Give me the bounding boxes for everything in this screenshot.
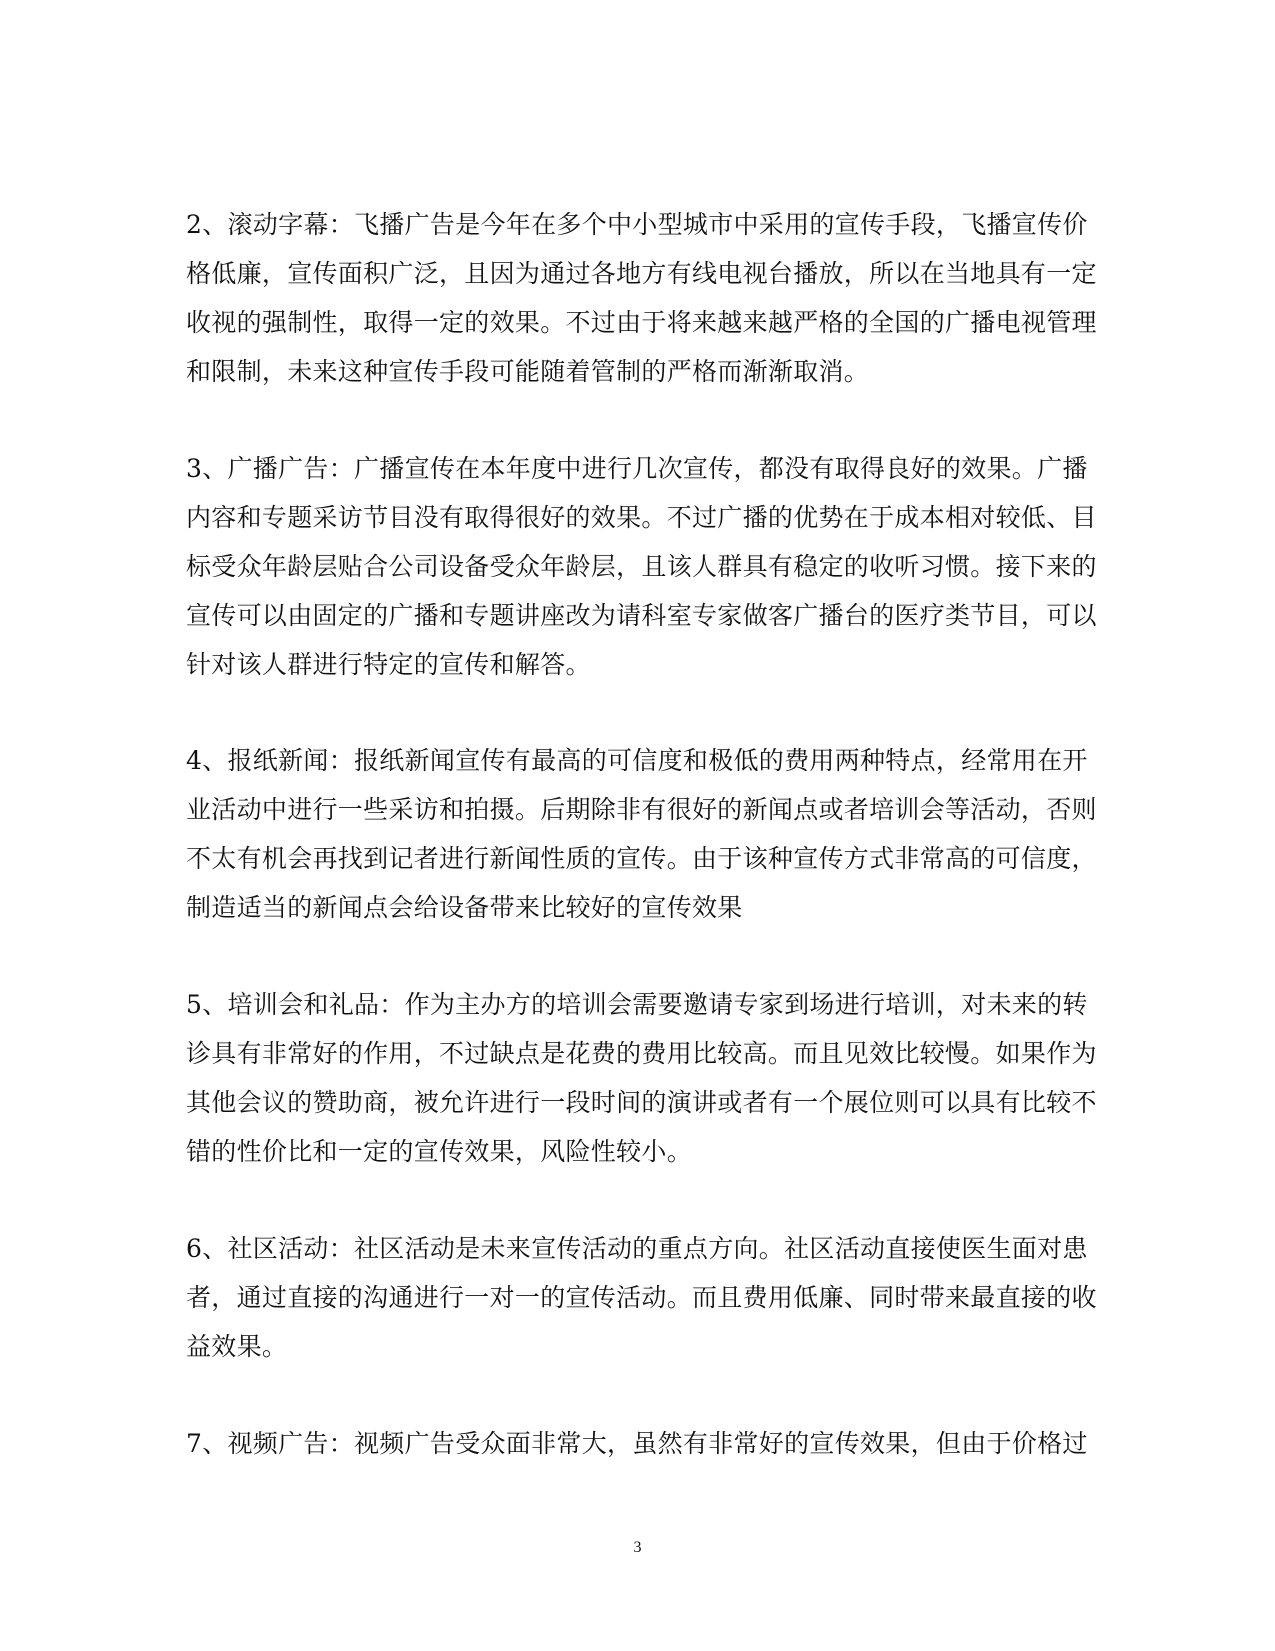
text-line: 标受众年龄层贴合公司设备受众年龄层，且该人群具有稳定的收听习惯。接下来的 bbox=[186, 552, 1097, 581]
paragraph-newspaper-news bbox=[186, 736, 1097, 932]
paragraph-training-and-gifts bbox=[186, 980, 1097, 1176]
text-line: 其他会议的赞助商，被允许进行一段时间的演讲或者有一个展位则可以具有比较不 bbox=[186, 1088, 1097, 1117]
text-line: 错的性价比和一定的宣传效果，风险性较小。 bbox=[186, 1137, 693, 1166]
text-line: 益效果。 bbox=[186, 1332, 288, 1361]
text-line: 4、报纸新闻：报纸新闻宣传有最高的可信度和极低的费用两种特点，经常用在开 bbox=[186, 746, 1088, 775]
text-line: 7、视频广告：视频广告受众面非常大，虽然有非常好的宣传效果，但由于价格过 bbox=[186, 1429, 1088, 1458]
page-number: 3 bbox=[633, 1539, 642, 1556]
text-line: 2、滚动字幕：飞播广告是今年在多个中小型城市中采用的宣传手段，飞播宣传价 bbox=[186, 210, 1088, 239]
paragraph-video-ads bbox=[186, 1419, 1086, 1468]
paragraph-scrolling-caption bbox=[186, 200, 1097, 396]
text-line: 和限制，未来这种宣传手段可能随着管制的严格而渐渐取消。 bbox=[186, 357, 870, 386]
text-line: 5、培训会和礼品：作为主办方的培训会需要邀请专家到场进行培训，对未来的转 bbox=[186, 990, 1088, 1019]
text-line: 制造适当的新闻点会给设备带来比较好的宣传效果 bbox=[186, 893, 743, 922]
paragraph-community-activities bbox=[186, 1224, 1097, 1371]
text-line: 宣传可以由固定的广播和专题讲座改为请科室专家做客广播台的医疗类节目，可以 bbox=[186, 601, 1097, 630]
text-line: 格低廉，宣传面积广泛，且因为通过各地方有线电视台播放，所以在当地具有一定 bbox=[186, 259, 1097, 288]
text-line: 针对该人群进行特定的宣传和解答。 bbox=[186, 650, 591, 679]
text-line: 内容和专题采访节目没有取得很好的效果。不过广播的优势在于成本相对较低、目 bbox=[186, 503, 1097, 532]
text-line: 3、广播广告：广播宣传在本年度中进行几次宣传，都没有取得良好的效果。广播 bbox=[186, 454, 1088, 483]
text-line: 不太有机会再找到记者进行新闻性质的宣传。由于该种宣传方式非常高的可信度， bbox=[186, 844, 1097, 873]
text-line: 诊具有非常好的作用，不过缺点是花费的费用比较高。而且见效比较慢。如果作为 bbox=[186, 1039, 1097, 1068]
paragraph-radio-ads bbox=[186, 444, 1097, 689]
text-line: 6、社区活动：社区活动是未来宣传活动的重点方向。社区活动直接使医生面对患 bbox=[186, 1234, 1088, 1263]
text-line: 者，通过直接的沟通进行一对一的宣传活动。而且费用低廉、同时带来最直接的收 bbox=[186, 1283, 1097, 1312]
text-line: 收视的强制性，取得一定的效果。不过由于将来越来越严格的全国的广播电视管理 bbox=[186, 308, 1097, 337]
text-line: 业活动中进行一些采访和拍摄。后期除非有很好的新闻点或者培训会等活动，否则 bbox=[186, 795, 1097, 824]
